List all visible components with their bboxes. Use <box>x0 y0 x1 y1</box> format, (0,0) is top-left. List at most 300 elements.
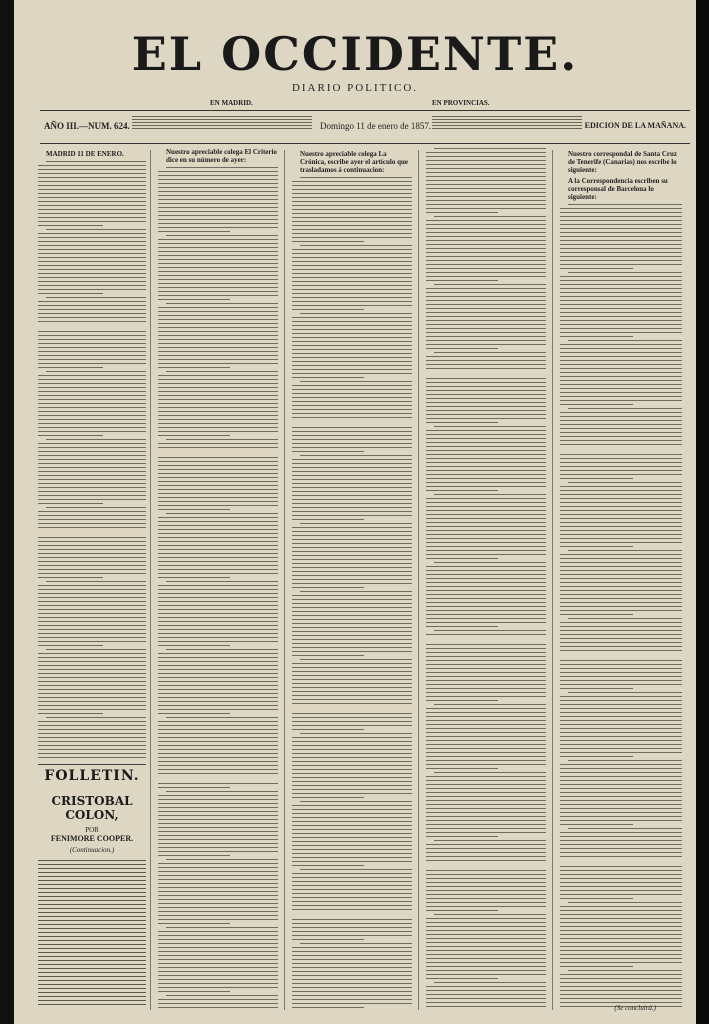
text-line <box>158 435 230 436</box>
text-line <box>292 491 412 492</box>
text-line <box>560 836 682 837</box>
text-line <box>426 852 546 853</box>
text-line <box>38 245 146 246</box>
text-line <box>292 631 412 632</box>
text-line <box>38 463 146 464</box>
text-line <box>426 668 546 669</box>
text-line <box>292 345 412 346</box>
text-line <box>426 610 546 611</box>
text-line <box>426 438 546 439</box>
text-line <box>292 309 364 310</box>
text-line <box>426 902 546 903</box>
text-line <box>158 839 278 840</box>
text-line <box>426 922 546 923</box>
text-line <box>560 518 682 519</box>
text-line <box>38 868 146 869</box>
text-line <box>38 305 146 306</box>
text-line <box>38 653 146 654</box>
text-line <box>158 871 278 872</box>
text-line <box>426 550 546 551</box>
text-line <box>158 585 278 586</box>
text-line <box>158 919 278 920</box>
text-line <box>560 228 682 229</box>
text-line <box>426 898 546 899</box>
text-line <box>426 474 546 475</box>
text-line <box>158 465 278 466</box>
text-line <box>158 259 278 260</box>
text-line <box>158 431 278 432</box>
text-line <box>560 260 682 261</box>
text-line <box>426 502 546 503</box>
text-line <box>292 417 412 418</box>
text-line <box>38 569 146 570</box>
text-line <box>560 998 682 999</box>
text-line <box>560 436 682 437</box>
text-line <box>38 908 146 909</box>
text-line <box>38 403 146 404</box>
text-line <box>560 852 682 853</box>
text-line <box>426 506 546 507</box>
text-line <box>292 691 412 692</box>
text-line <box>560 882 682 883</box>
text-line <box>158 815 278 816</box>
text-line <box>38 269 146 270</box>
text-line <box>158 795 278 796</box>
text-line <box>158 931 278 932</box>
text-line <box>560 514 682 515</box>
text-line <box>300 455 412 456</box>
text-line <box>158 835 278 836</box>
text-line <box>560 898 633 899</box>
text-line <box>426 348 498 349</box>
text-line <box>158 461 278 462</box>
text-line <box>38 577 103 578</box>
text-line <box>292 889 412 890</box>
text-line <box>38 1000 146 1001</box>
text-line <box>426 236 546 237</box>
text-line <box>158 637 278 638</box>
text-line <box>292 197 412 198</box>
text-line <box>158 827 278 828</box>
text-line <box>292 321 412 322</box>
text-line <box>292 991 412 992</box>
text-line <box>158 783 278 784</box>
text-line <box>560 562 682 563</box>
text-line <box>292 579 412 580</box>
madrid-label: EN MADRID. <box>210 99 253 107</box>
text-line <box>158 299 230 300</box>
text-line <box>426 276 546 277</box>
text-line <box>292 745 412 746</box>
text-line <box>560 886 682 887</box>
text-line <box>158 481 278 482</box>
text-line <box>426 264 546 265</box>
text-line <box>38 415 146 416</box>
text-line <box>38 427 146 428</box>
text-line <box>560 716 682 717</box>
text-line <box>158 769 278 770</box>
text-line <box>292 535 412 536</box>
text-line <box>292 217 412 218</box>
text-line <box>292 559 412 560</box>
text-line <box>426 954 546 955</box>
text-line <box>426 906 546 907</box>
text-line <box>38 928 146 929</box>
text-line <box>560 626 682 627</box>
text-line <box>426 870 546 871</box>
text-line <box>292 841 412 842</box>
text-line <box>560 558 682 559</box>
text-line <box>38 992 146 993</box>
text-line <box>426 724 546 725</box>
text-line <box>158 379 278 380</box>
text-line <box>426 498 546 499</box>
text-line <box>292 225 412 226</box>
text-line <box>560 724 682 725</box>
text-line <box>38 217 146 218</box>
text-line <box>158 203 278 204</box>
column-rule <box>418 150 419 1010</box>
text-line <box>38 896 146 897</box>
text-line <box>292 643 412 644</box>
text-line <box>292 237 412 238</box>
text-line <box>426 260 546 261</box>
text-line <box>426 324 546 325</box>
text-line <box>38 273 146 274</box>
text-line <box>158 215 278 216</box>
text-line <box>158 855 230 856</box>
text-line <box>38 491 146 492</box>
text-line <box>426 752 546 753</box>
text-line <box>292 789 412 790</box>
text-line <box>426 828 546 829</box>
text-line <box>158 847 278 848</box>
text-line <box>426 184 546 185</box>
text-line <box>158 657 278 658</box>
text-line <box>426 732 546 733</box>
text-line <box>426 462 546 463</box>
text-line <box>292 995 412 996</box>
text-line <box>38 573 146 574</box>
text-line <box>560 364 682 365</box>
text-line <box>158 287 278 288</box>
text-line <box>292 471 412 472</box>
text-line <box>38 459 146 460</box>
text-line <box>426 796 546 797</box>
text-line <box>158 399 278 400</box>
madrid-subscription-text <box>132 114 312 140</box>
text-line <box>292 885 412 886</box>
text-line <box>560 444 682 445</box>
text-line <box>158 673 278 674</box>
text-line <box>568 408 682 409</box>
text-line <box>560 816 682 817</box>
text-line <box>158 765 278 766</box>
text-line <box>292 699 412 700</box>
text-line <box>38 411 146 412</box>
article-heading-4: Nuestro correspondal de Santa Cruz de Tenerife (Canarias) nos escribe lo siguiente: <box>568 150 678 174</box>
text-line <box>426 614 546 615</box>
text-line <box>158 955 278 956</box>
text-line <box>560 720 682 721</box>
text-line <box>166 303 278 304</box>
text-line <box>560 454 682 455</box>
text-line <box>560 212 682 213</box>
text-line <box>560 296 682 297</box>
text-line <box>38 321 146 322</box>
text-line <box>292 975 412 976</box>
text-line <box>158 283 278 284</box>
text-line <box>560 672 682 673</box>
text-line <box>560 328 682 329</box>
text-line <box>292 333 412 334</box>
text-line <box>560 668 682 669</box>
text-line <box>292 599 412 600</box>
text-line <box>158 939 278 940</box>
text-line <box>560 700 682 701</box>
text-line <box>38 343 146 344</box>
text-line <box>300 869 412 870</box>
text-line <box>292 467 412 468</box>
text-line <box>38 375 146 376</box>
text-line <box>426 958 546 959</box>
text-line <box>560 728 682 729</box>
text-line <box>158 179 278 180</box>
text-line <box>292 967 412 968</box>
text-line <box>560 776 682 777</box>
text-line <box>426 890 546 891</box>
text-line <box>560 474 682 475</box>
text-line <box>560 848 682 849</box>
text-line <box>292 901 412 902</box>
text-line <box>434 562 546 563</box>
text-line <box>300 943 412 944</box>
text-line <box>158 311 278 312</box>
text-line <box>38 565 146 566</box>
text-line <box>38 253 146 254</box>
text-line <box>426 510 546 511</box>
text-line <box>560 792 682 793</box>
text-line <box>38 355 146 356</box>
text-line <box>38 213 146 214</box>
text-line <box>158 207 278 208</box>
text-line <box>426 756 546 757</box>
text-line <box>292 385 412 386</box>
text-line <box>292 583 412 584</box>
text-line <box>426 816 546 817</box>
text-line <box>292 539 412 540</box>
text-line <box>560 220 682 221</box>
text-line <box>38 399 146 400</box>
text-line <box>158 693 278 694</box>
text-line <box>38 920 146 921</box>
text-line <box>292 721 412 722</box>
text-line <box>158 473 278 474</box>
text-line <box>426 598 546 599</box>
text-line <box>426 368 546 369</box>
text-line <box>426 204 546 205</box>
text-line <box>38 940 146 941</box>
text-line <box>158 943 278 944</box>
text-line <box>158 211 278 212</box>
text-line <box>158 171 278 172</box>
folletin-note: (Continuacion.) <box>69 846 115 854</box>
text-line <box>292 857 412 858</box>
text-line <box>426 172 546 173</box>
text-line <box>38 395 146 396</box>
text-line <box>560 368 682 369</box>
text-line <box>158 375 278 376</box>
text-line <box>292 615 412 616</box>
text-line <box>426 152 546 153</box>
text-line <box>38 301 146 302</box>
text-line <box>292 389 412 390</box>
text-line <box>158 525 278 526</box>
text-line <box>158 705 278 706</box>
text-line <box>158 879 278 880</box>
text-line <box>158 407 278 408</box>
text-line <box>560 922 682 923</box>
text-line <box>426 660 546 661</box>
text-line <box>38 379 146 380</box>
text-line <box>560 748 682 749</box>
text-line <box>292 587 364 588</box>
text-line <box>158 423 278 424</box>
text-line <box>38 709 146 710</box>
text-line <box>560 740 682 741</box>
text-line <box>292 769 412 770</box>
text-line <box>560 646 682 647</box>
text-line <box>38 729 146 730</box>
text-line <box>38 545 146 546</box>
text-line <box>158 987 278 988</box>
text-line <box>158 597 278 598</box>
text-line <box>292 741 412 742</box>
text-line <box>292 1007 364 1008</box>
text-line <box>38 249 146 250</box>
text-line <box>426 688 546 689</box>
text-line <box>426 874 546 875</box>
text-line <box>46 371 146 372</box>
text-line <box>158 521 278 522</box>
text-line <box>158 295 278 296</box>
text-line <box>560 736 682 737</box>
text-line <box>292 281 412 282</box>
text-line <box>158 443 278 444</box>
text-line <box>292 713 412 714</box>
text-line <box>560 950 682 951</box>
masthead <box>14 27 696 94</box>
text-line <box>158 891 278 892</box>
text-line <box>38 293 103 294</box>
text-line <box>426 768 498 769</box>
text-line <box>560 252 682 253</box>
text-line <box>560 938 682 939</box>
text-line <box>426 836 498 837</box>
text-line <box>38 956 146 957</box>
text-line <box>560 978 682 979</box>
text-line <box>292 427 412 428</box>
text-line <box>158 733 278 734</box>
text-line <box>38 944 146 945</box>
text-line <box>434 840 546 841</box>
text-line <box>560 594 682 595</box>
text-line <box>292 781 412 782</box>
text-line <box>38 221 146 222</box>
text-line <box>426 606 546 607</box>
text-line <box>426 458 546 459</box>
text-line <box>292 193 412 194</box>
text-line <box>426 522 546 523</box>
text-line <box>560 236 682 237</box>
text-line <box>434 914 546 915</box>
article-heading-3: Nuestro apreciable colega La Crónica, escribe ayer el artículo que trasladamos á continuacion: <box>300 150 408 174</box>
text-line <box>560 574 682 575</box>
text-line <box>426 554 546 555</box>
text-line <box>426 304 546 305</box>
text-line <box>158 605 278 606</box>
text-line <box>426 538 546 539</box>
text-line <box>158 187 278 188</box>
text-line <box>158 721 278 722</box>
text-line <box>560 208 682 209</box>
text-line <box>560 526 682 527</box>
text-line <box>158 629 278 630</box>
text-line <box>158 223 278 224</box>
text-line <box>292 773 412 774</box>
text-line <box>426 344 546 345</box>
text-line <box>158 243 278 244</box>
text-line <box>560 288 682 289</box>
text-line <box>560 396 682 397</box>
text-line <box>434 982 546 983</box>
issue-date: Domingo 11 de enero de 1857. <box>320 121 432 131</box>
text-line <box>38 455 146 456</box>
text-line <box>292 897 412 898</box>
text-line <box>426 442 546 443</box>
text-line <box>292 607 412 608</box>
text-line <box>38 673 146 674</box>
text-line <box>38 892 146 893</box>
text-line <box>560 622 682 623</box>
text-line <box>38 367 103 368</box>
text-line <box>292 435 412 436</box>
text-line <box>292 213 412 214</box>
text-line <box>292 793 412 794</box>
text-line <box>560 680 682 681</box>
text-line <box>292 983 412 984</box>
text-line <box>158 263 278 264</box>
text-line <box>426 410 546 411</box>
text-line <box>38 753 146 754</box>
text-line <box>426 224 546 225</box>
text-line <box>166 859 278 860</box>
text-line <box>158 533 278 534</box>
text-line <box>560 630 682 631</box>
text-line <box>426 676 546 677</box>
text-line <box>426 708 546 709</box>
text-line <box>560 244 682 245</box>
text-line <box>38 169 146 170</box>
text-line <box>560 420 682 421</box>
text-line <box>426 482 546 483</box>
text-line <box>560 534 682 535</box>
text-line <box>292 671 412 672</box>
text-line <box>292 821 412 822</box>
article-heading-2: Nuestro apreciable colega El Criterio dice en su número de ayer: <box>166 148 277 164</box>
text-line <box>292 951 412 952</box>
text-line <box>560 958 682 959</box>
